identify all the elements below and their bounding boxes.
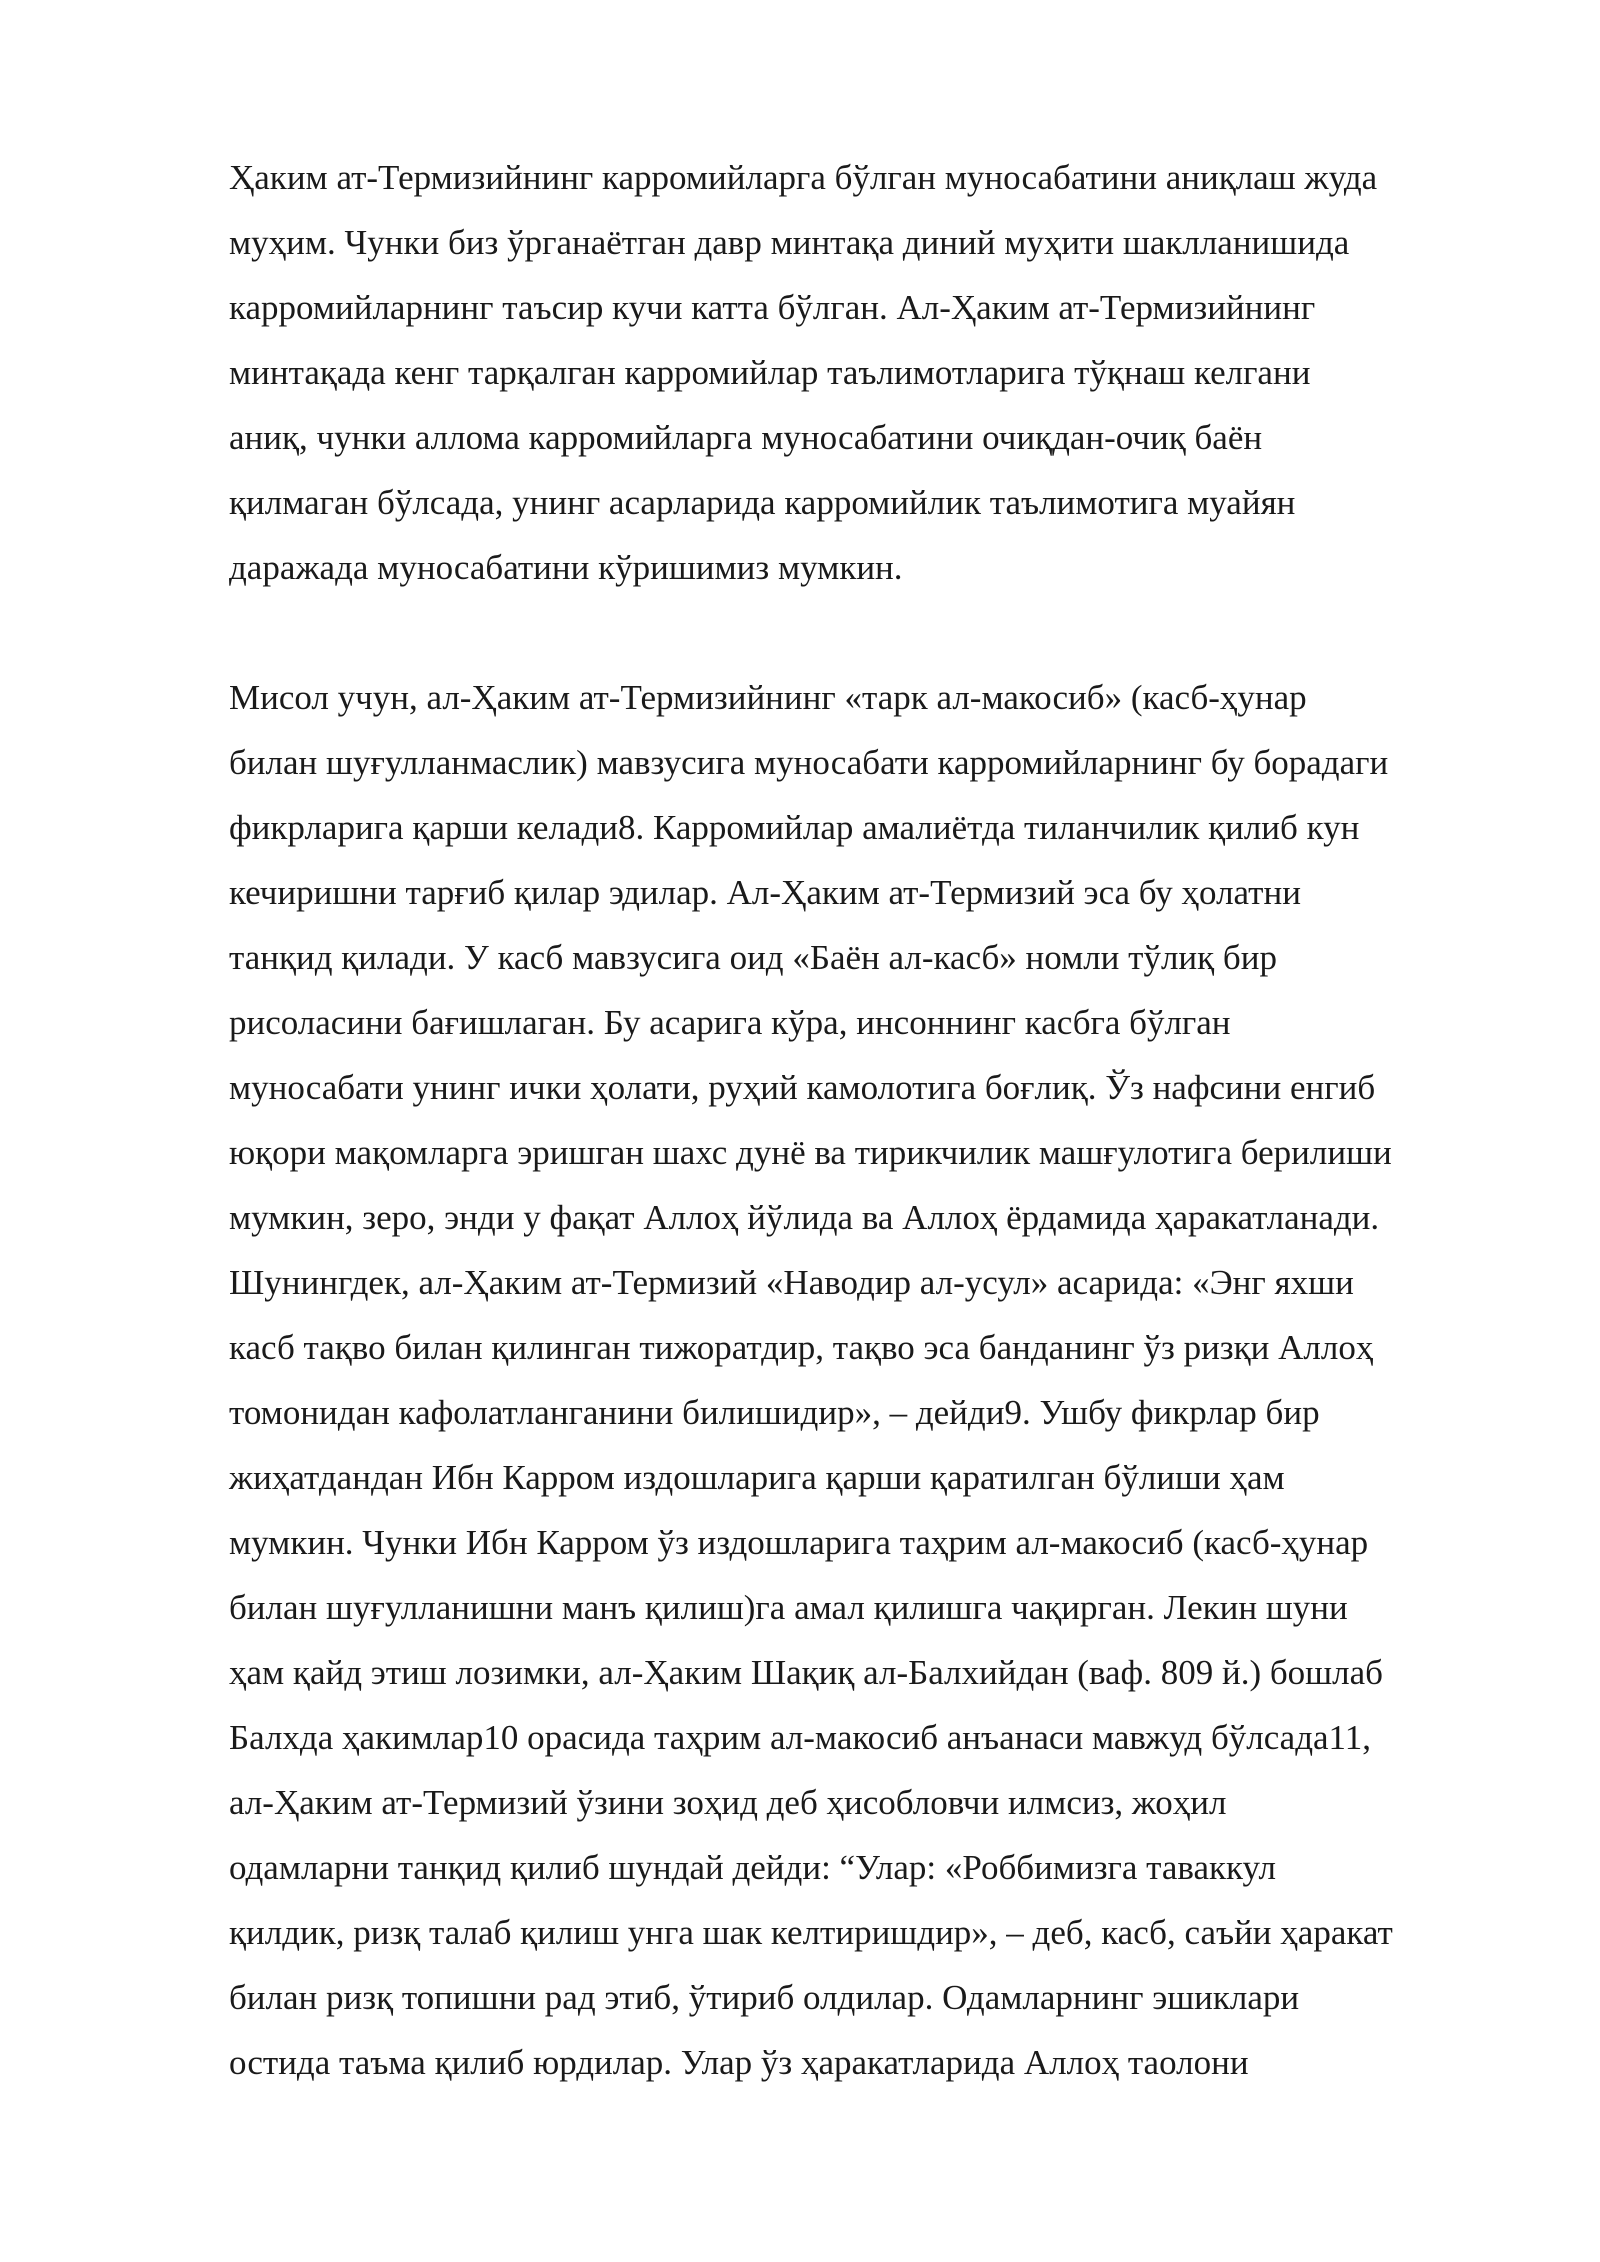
- text-line: ҳам қайд этиш лозимки, ал-Ҳаким Шақиқ ал-Балхийдан (ваф. 809 й.) бошлаб: [229, 1653, 1383, 1692]
- text-line: одамларни танқид қилиб шундай дейди: “Улар: «Роббимизга таваккул: [229, 1848, 1276, 1887]
- text-line: Балхда ҳакимлар10 орасида таҳрим ал-макосиб анъанаси мавжуд бўлсада11,: [229, 1718, 1372, 1757]
- text-line: кечиришни тарғиб қилар эдилар. Ал-Ҳаким ат-Термизий эса бу ҳолатни: [229, 873, 1301, 912]
- text-line: рисоласини бағишлаган. Бу асарига кўра, инсоннинг касбга бўлган: [229, 1003, 1231, 1042]
- text-line: жиҳатдандан Ибн Карром издошларига қарши қаратилган бўлиши ҳам: [229, 1458, 1285, 1497]
- text-line: билан ризқ топишни рад этиб, ўтириб олдилар. Одамларнинг эшиклари: [229, 1978, 1300, 2017]
- text-line: карромийларнинг таъсир кучи катта бўлган. Ал-Ҳаким ат-Термизийнинг: [229, 288, 1316, 327]
- text-line: юқори мақомларга эришган шахс дунё ва тирикчилик машғулотига берилиши: [229, 1133, 1392, 1172]
- text-line: танқид қилади. У касб мавзусига оид «Баён ал-касб» номли тўлиқ бир: [229, 938, 1277, 977]
- text-line: муносабати унинг ички ҳолати, руҳий камолотига боғлиқ. Ўз нафсини енгиб: [229, 1068, 1376, 1107]
- text-line: Мисол учун, ал-Ҳаким ат-Термизийнинг «тарк ал-макосиб» (касб-ҳунар: [229, 678, 1307, 717]
- text-line: мумкин, зеро, энди у фақат Аллоҳ йўлида ва Аллоҳ ёрдамида ҳаракатланади.: [229, 1198, 1380, 1237]
- text-line: минтақада кенг тарқалган карромийлар таълимотларига тўқнаш келгани: [229, 353, 1311, 392]
- text-line: ал-Ҳаким ат-Термизий ўзини зоҳид деб ҳисобловчи илмсиз, жоҳил: [229, 1783, 1227, 1822]
- paragraph-2: [229, 665, 1549, 2095]
- paragraph-1: [229, 145, 1549, 600]
- text-line: мумкин. Чунки Ибн Карром ўз издошларига таҳрим ал-макосиб (касб-ҳунар: [229, 1523, 1369, 1562]
- text-line: қилдик, ризқ талаб қилиш унга шак келтиришдир», – деб, касб, саъйи ҳаракат: [229, 1913, 1393, 1952]
- text-line: даражада муносабатини кўришимиз мумкин.: [229, 548, 903, 587]
- text-line: фикрларига қарши келади8. Карромийлар амалиётда тиланчилик қилиб кун: [229, 808, 1360, 847]
- text-line: билан шуғулланмаслик) мавзусига муносабати карромийларнинг бу борадаги: [229, 743, 1389, 782]
- text-line: аниқ, чунки аллома карромийларга муносабатини очиқдан-очиқ баён: [229, 418, 1263, 457]
- text-line: касб тақво билан қилинган тижоратдир, тақво эса банданинг ўз ризқи Аллоҳ: [229, 1328, 1374, 1367]
- text-line: Шунингдек, ал-Ҳаким ат-Термизий «Наводир ал-усул» асарида: «Энг яхши: [229, 1263, 1354, 1302]
- text-line: остида таъма қилиб юрдилар. Улар ўз ҳаракатларида Аллоҳ таолони: [229, 2043, 1249, 2082]
- text-line: Ҳаким ат-Термизийнинг карромийларга бўлган муносабатини аниқлаш жуда: [229, 158, 1378, 197]
- text-line: томонидан кафолатланганини билишидир», – дейди9. Ушбу фикрлар бир: [229, 1393, 1320, 1432]
- text-line: қилмаган бўлсада, унинг асарларида карромийлик таълимотига муайян: [229, 483, 1296, 522]
- text-line: муҳим. Чунки биз ўрганаётган давр минтақа диний муҳити шаклланишида: [229, 223, 1350, 262]
- text-line: билан шуғулланишни манъ қилиш)га амал қилишга чақирган. Лекин шуни: [229, 1588, 1348, 1627]
